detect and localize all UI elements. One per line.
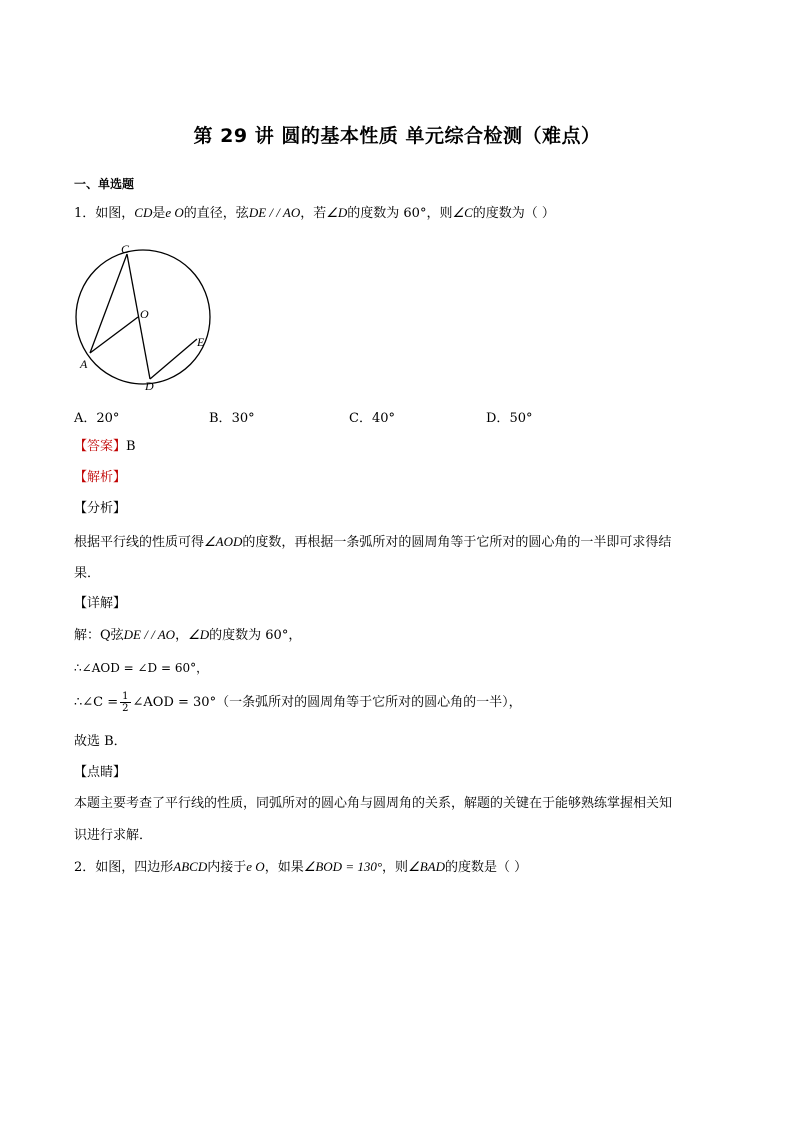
page-title: 第 29 讲 圆的基本性质 单元综合检测（难点） — [193, 125, 601, 147]
stem-text: ，若 — [300, 206, 327, 221]
detail-line-4: 故选 B． — [74, 734, 127, 749]
analysis-tag: 【解析】 — [74, 470, 127, 485]
question-number: 1． — [74, 206, 96, 221]
label-a: A — [80, 357, 88, 371]
math-circle-o: e O — [165, 205, 184, 220]
option-b[interactable] — [209, 407, 255, 426]
stem-text: 的度数为（ ） — [472, 206, 555, 221]
fenxi-text-line-1 — [74, 533, 671, 552]
detail-text: 解：Q弦 — [74, 628, 124, 643]
label-e: E — [197, 335, 205, 349]
stem-text: 如图，四边形 — [95, 860, 174, 875]
question-number: 2． — [74, 860, 96, 875]
stem-text: 内接于 — [207, 860, 247, 875]
answer-line — [74, 438, 136, 456]
option-label: D． — [486, 411, 510, 426]
math-angle-d: ∠D — [188, 627, 210, 642]
math-angle-aod: ∠AOD — [204, 534, 243, 549]
fraction-numerator: 1 — [122, 691, 129, 702]
option-label: A． — [74, 411, 97, 426]
option-value: 20° — [96, 411, 120, 426]
option-value: 40° — [371, 411, 395, 426]
fraction-one-half — [120, 691, 130, 714]
label-d: D — [145, 379, 154, 393]
question-2-stem — [74, 858, 527, 877]
math-angle-bad: ∠BAD — [408, 859, 445, 874]
option-c[interactable] — [349, 407, 395, 426]
math-angle-c: ∠C — [452, 205, 473, 220]
math-circle-o: e O — [246, 859, 265, 874]
stem-text: 的度数为 60°，则 — [347, 206, 453, 221]
fenxi-text: 根据平行线的性质可得 — [74, 535, 205, 550]
stem-text: 的直径，弦 — [183, 206, 249, 221]
math-cd: CD — [134, 205, 153, 220]
detail-line-2: ∴∠AOD = ∠D = 60°， — [74, 661, 209, 675]
detail-text: ∠AOD = 30°（一条弧所对的圆周角等于它所对的圆心角的一半）， — [132, 695, 522, 710]
option-d[interactable] — [486, 407, 532, 426]
stem-text: ，则 — [382, 860, 409, 875]
stem-text: 是 — [152, 206, 166, 221]
math-de-parallel-ao: DE / / AO — [248, 205, 301, 220]
math-abcd: ABCD — [173, 859, 208, 874]
option-value: 50° — [509, 411, 533, 426]
fenxi-text-line-2: 果． — [74, 566, 101, 581]
math-angle-d: ∠D — [326, 205, 348, 220]
option-value: 30° — [231, 411, 255, 426]
answer-value: B — [126, 439, 136, 454]
question-1-stem — [74, 204, 555, 223]
dianjing-text-line-1: 本题主要考查了平行线的性质，同弧所对的圆心角与圆周角的关系，解题的关键在于能够熟练掌握相关知 — [74, 796, 673, 811]
option-label: C． — [349, 411, 372, 426]
detail-line-1 — [74, 626, 301, 645]
dianjing-text-line-2: 识进行求解． — [74, 828, 153, 843]
circle-diagram — [70, 238, 220, 396]
detail-text: ， — [175, 628, 189, 643]
section-heading: 一、单选题 — [74, 177, 135, 191]
fenxi-tag: 【分析】 — [74, 501, 127, 516]
answer-tag: 【答案】 — [74, 439, 127, 454]
stem-text: 如图， — [95, 206, 135, 221]
detail-tag: 【详解】 — [74, 596, 127, 611]
math-de-parallel-ao: DE / / AO — [123, 627, 176, 642]
dianjing-tag: 【点睛】 — [74, 765, 127, 780]
detail-text: ∴∠C = — [74, 695, 119, 710]
stem-text: ，如果 — [264, 860, 304, 875]
option-label: B． — [209, 411, 232, 426]
fraction-denominator: 2 — [122, 703, 129, 714]
label-c: C — [121, 242, 130, 256]
detail-text: 的度数为 60°， — [209, 628, 302, 643]
stem-text: 的度数是（ ） — [445, 860, 528, 875]
math-angle-bod: ∠BOD = 130° — [303, 859, 383, 874]
fenxi-text: 的度数，再根据一条弧所对的圆周角等于它所对的圆心角的一半即可求得结 — [242, 535, 672, 550]
option-a[interactable] — [74, 407, 119, 426]
label-o: O — [140, 307, 149, 321]
detail-line-3 — [74, 691, 522, 714]
chord-de — [150, 339, 197, 379]
